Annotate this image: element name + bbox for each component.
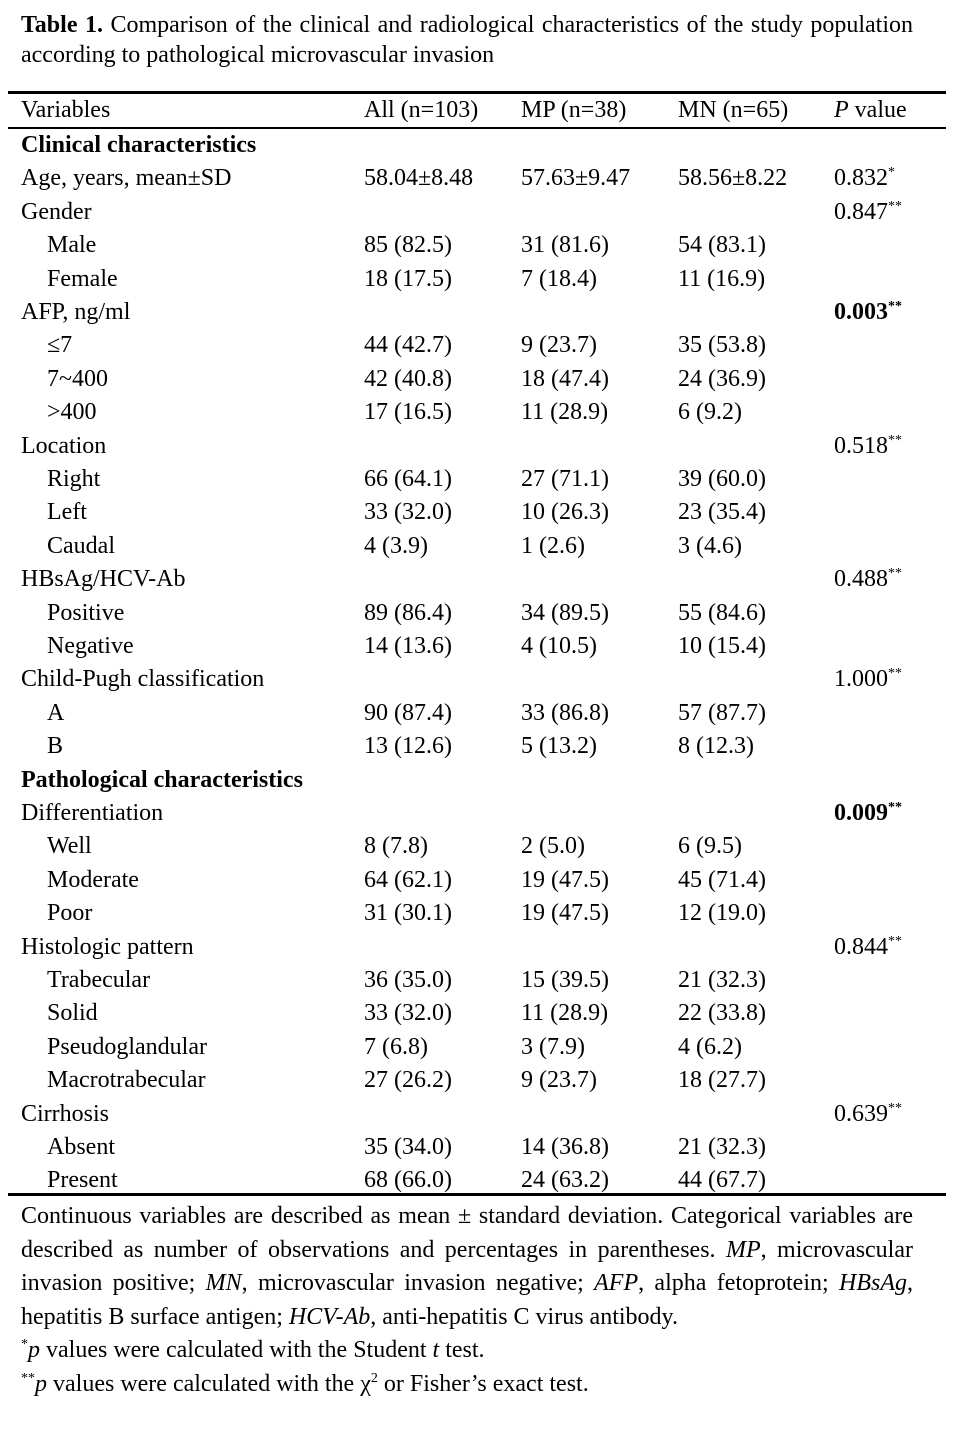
cell-mn: 23 (35.4) — [678, 499, 766, 526]
cell-mp: 15 (39.5) — [521, 967, 609, 993]
abbr-mn: MN — [205, 1270, 242, 1296]
cell-mn: 45 (71.4) — [678, 866, 766, 893]
variable-row — [0, 663, 978, 696]
category-row — [0, 864, 978, 897]
cell-mn: 35 (53.8) — [678, 332, 766, 359]
row-label: Cirrhosis — [21, 1100, 110, 1127]
section-heading-row — [0, 129, 978, 162]
table-title: Comparison of the clinical and radiological characteristics of the study population according to pathological microvascular invasion — [21, 12, 913, 68]
abbr-hcv: HCV-Ab — [288, 1303, 371, 1330]
category-row — [0, 897, 978, 930]
cell-all: 14 (13.6) — [364, 633, 452, 659]
cell-all: 36 (35.0) — [364, 967, 452, 993]
cell-p-value — [834, 797, 902, 830]
cell-all: 66 (64.1) — [364, 466, 452, 492]
def-mp: , microvascular invasion positive; — [21, 1236, 913, 1296]
header-mn: MN (n=65) — [678, 97, 789, 123]
header-mp: MP (n=38) — [521, 97, 627, 123]
p-value-number: 0.844 — [834, 933, 888, 960]
cell-all: 31 (30.1) — [364, 900, 452, 927]
cell-mn: 4 (6.2) — [678, 1033, 742, 1060]
cell-mp: 18 (47.4) — [521, 365, 609, 392]
cell-mp: 9 (23.7) — [521, 332, 597, 359]
cell-mn: 22 (33.8) — [678, 1000, 766, 1027]
p-value-number: 0.488 — [834, 566, 888, 593]
p-value-footnote-mark: ** — [888, 299, 902, 314]
row-label: Female — [47, 265, 118, 292]
row-label: Present — [47, 1167, 118, 1194]
row-label: Moderate — [47, 866, 139, 893]
cell-p-value — [834, 931, 902, 964]
cell-p-value — [834, 663, 902, 696]
footnote-mark-1: * — [21, 1337, 28, 1352]
abbreviation-note — [21, 1200, 913, 1334]
p-value-number: 0.518 — [834, 432, 888, 459]
cell-all: 33 (32.0) — [364, 499, 452, 526]
variable-row — [0, 296, 978, 329]
p-value-footnote-mark: ** — [888, 198, 902, 214]
cell-all: 4 (3.9) — [364, 532, 428, 559]
row-label: Histologic pattern — [21, 933, 194, 960]
cell-mn: 24 (36.9) — [678, 365, 766, 392]
category-row — [0, 329, 978, 362]
row-label: A — [47, 699, 65, 726]
section-heading: Pathological characteristics — [21, 766, 303, 793]
cell-mp: 14 (36.8) — [521, 1134, 609, 1160]
category-row — [0, 263, 978, 296]
p-value-footnote-mark: ** — [888, 933, 902, 949]
row-label: Pseudoglandular — [47, 1033, 207, 1060]
header-all: All (n=103) — [364, 97, 479, 123]
category-row — [0, 597, 978, 630]
row-label: B — [47, 733, 64, 760]
section-heading: Clinical characteristics — [21, 132, 257, 158]
footnote-p-2: p — [35, 1370, 47, 1397]
table-caption — [21, 10, 913, 70]
cell-mp: 2 (5.0) — [521, 833, 585, 860]
row-label: Left — [47, 499, 87, 526]
p-value-footnote-mark: * — [888, 165, 895, 181]
cell-mn: 18 (27.7) — [678, 1067, 766, 1094]
cell-all: 90 (87.4) — [364, 699, 452, 726]
header-variables: Variables — [21, 97, 111, 123]
abbr-mp: MP — [725, 1236, 761, 1263]
cell-mn: 21 (32.3) — [678, 967, 766, 993]
cell-all: 64 (62.1) — [364, 866, 452, 893]
category-row — [0, 530, 978, 563]
cell-mn: 21 (32.3) — [678, 1134, 766, 1160]
note-text: Continuous variables are described as mean ± standard deviation. Categorical variables are described as number of observations and percentages in parentheses. — [21, 1203, 913, 1263]
variable-row — [0, 162, 978, 195]
header-p-value — [834, 94, 907, 127]
row-label: Gender — [21, 198, 92, 225]
row-label: Male — [47, 232, 97, 259]
row-label: Differentiation — [21, 800, 164, 826]
p-value-number: 0.639 — [834, 1100, 888, 1127]
cell-p-value — [834, 430, 902, 463]
category-row — [0, 1031, 978, 1064]
p-value-number: 1.000 — [834, 666, 888, 693]
cell-mp: 19 (47.5) — [521, 866, 609, 893]
cell-p-value — [834, 563, 902, 596]
cell-mp: 5 (13.2) — [521, 733, 597, 760]
row-label: Solid — [47, 1000, 98, 1027]
cell-mp: 31 (81.6) — [521, 232, 609, 259]
header-p-rest: value — [848, 97, 907, 123]
cell-mn: 8 (12.3) — [678, 733, 754, 760]
row-label: Child-Pugh classification — [21, 666, 265, 693]
category-row — [0, 997, 978, 1030]
footnote-text-1a: values were calculated with the Student — [40, 1337, 433, 1363]
category-row — [0, 730, 978, 763]
section-heading-row — [0, 764, 978, 797]
cell-mn: 6 (9.5) — [678, 833, 742, 860]
footnote-p-1: p — [28, 1337, 40, 1363]
cell-mn: 12 (19.0) — [678, 900, 766, 927]
cell-all: 17 (16.5) — [364, 399, 452, 426]
variable-row — [0, 430, 978, 463]
variable-row — [0, 196, 978, 229]
cell-mp: 24 (63.2) — [521, 1167, 609, 1194]
cell-all: 89 (86.4) — [364, 599, 452, 626]
bottom-rule — [8, 1193, 946, 1196]
row-label: Positive — [47, 599, 125, 626]
cell-mn: 10 (15.4) — [678, 633, 766, 659]
cell-p-value — [834, 1098, 902, 1131]
footnote-text-2b: or Fisher’s exact test. — [377, 1370, 589, 1397]
p-value-number: 0.847 — [834, 198, 888, 225]
def-hcv: , anti-hepatitis C virus antibody. — [370, 1303, 678, 1330]
row-label: Well — [47, 833, 92, 860]
p-value-number: 0.009 — [834, 800, 888, 826]
cell-all: 27 (26.2) — [364, 1067, 452, 1094]
footnote-chi-square — [21, 1368, 913, 1402]
cell-mp: 3 (7.9) — [521, 1033, 585, 1060]
cell-mn: 58.56±8.22 — [678, 165, 788, 192]
cell-all: 33 (32.0) — [364, 1000, 452, 1027]
table-label: Table 1. — [21, 12, 103, 38]
cell-mn: 44 (67.7) — [678, 1167, 766, 1194]
cell-all: 13 (12.6) — [364, 733, 452, 760]
cell-mn: 57 (87.7) — [678, 699, 766, 726]
cell-p-value — [834, 296, 902, 329]
cell-mp: 4 (10.5) — [521, 633, 597, 659]
category-row — [0, 496, 978, 529]
row-label: Negative — [47, 633, 134, 659]
category-row — [0, 697, 978, 730]
cell-all: 85 (82.5) — [364, 232, 452, 259]
cell-mn: 11 (16.9) — [678, 265, 766, 292]
row-label: HBsAg/HCV-Ab — [21, 566, 186, 593]
abbr-hbsag: HBsAg — [839, 1270, 907, 1296]
cell-mp: 11 (28.9) — [521, 1000, 609, 1027]
cell-all: 8 (7.8) — [364, 833, 428, 860]
p-value-footnote-mark: ** — [888, 1100, 902, 1116]
cell-mn: 6 (9.2) — [678, 399, 742, 426]
def-mn: , microvascular invasion negative; — [241, 1270, 595, 1296]
variable-row — [0, 563, 978, 596]
cell-mp: 7 (18.4) — [521, 265, 597, 292]
abbr-afp: AFP — [594, 1270, 639, 1296]
p-value-footnote-mark: ** — [888, 432, 902, 448]
p-value-footnote-mark: ** — [888, 800, 902, 815]
footnote-t: t — [432, 1337, 440, 1363]
category-row — [0, 1064, 978, 1097]
cell-all: 18 (17.5) — [364, 265, 452, 292]
cell-mp: 57.63±9.47 — [521, 165, 631, 192]
category-row — [0, 229, 978, 262]
category-row — [0, 630, 978, 663]
row-label: Location — [21, 432, 107, 459]
cell-all: 7 (6.8) — [364, 1033, 428, 1060]
category-row — [0, 964, 978, 997]
variable-row — [0, 1098, 978, 1131]
row-label: Trabecular — [47, 967, 151, 993]
row-label: Right — [47, 466, 101, 492]
cell-mn: 55 (84.6) — [678, 599, 766, 626]
header-p-letter: P — [834, 97, 849, 123]
row-label: 7~400 — [47, 365, 108, 392]
cell-p-value — [834, 162, 895, 195]
cell-all: 44 (42.7) — [364, 332, 452, 359]
cell-mn: 39 (60.0) — [678, 466, 766, 492]
footnote-text-2a: values were calculated with the χ — [47, 1370, 371, 1397]
cell-mp: 9 (23.7) — [521, 1067, 597, 1094]
row-label: >400 — [47, 399, 97, 426]
category-row — [0, 1131, 978, 1164]
category-row — [0, 463, 978, 496]
footnote-student-t — [21, 1334, 913, 1368]
row-label: Absent — [47, 1134, 115, 1160]
p-value-number: 0.003 — [834, 299, 888, 325]
row-label: ≤7 — [47, 332, 73, 359]
category-row — [0, 396, 978, 429]
table-notes — [21, 1200, 913, 1401]
footnote-mark-2: ** — [21, 1370, 35, 1386]
p-value-footnote-mark: ** — [888, 566, 902, 582]
p-value-number: 0.832 — [834, 165, 888, 192]
def-hbsag: , hepatitis B surface antigen; — [21, 1270, 913, 1330]
cell-mn: 54 (83.1) — [678, 232, 766, 259]
category-row — [0, 363, 978, 396]
row-label: Caudal — [47, 532, 115, 559]
cell-mp: 1 (2.6) — [521, 532, 585, 559]
cell-mp: 27 (71.1) — [521, 466, 609, 492]
chi-square-exponent: 2 — [370, 1370, 378, 1386]
cell-mp: 11 (28.9) — [521, 399, 609, 426]
variable-row — [0, 931, 978, 964]
row-label: Age, years, mean±SD — [21, 165, 232, 192]
cell-all: 42 (40.8) — [364, 365, 452, 392]
category-row — [0, 830, 978, 863]
cell-mp: 34 (89.5) — [521, 599, 609, 626]
cell-p-value — [834, 196, 902, 229]
cell-mp: 33 (86.8) — [521, 699, 609, 726]
cell-all: 58.04±8.48 — [364, 165, 474, 192]
cell-mp: 19 (47.5) — [521, 900, 609, 927]
row-label: AFP, ng/ml — [21, 299, 131, 325]
header-row — [0, 94, 978, 127]
cell-mn: 3 (4.6) — [678, 532, 742, 559]
cell-all: 68 (66.0) — [364, 1167, 452, 1194]
def-afp: , alpha fetoprotein; — [638, 1270, 839, 1296]
row-label: Poor — [47, 900, 93, 927]
cell-mp: 10 (26.3) — [521, 499, 609, 526]
cell-all: 35 (34.0) — [364, 1134, 452, 1160]
p-value-footnote-mark: ** — [888, 666, 902, 682]
footnote-text-1b: test. — [439, 1337, 485, 1363]
variable-row — [0, 797, 978, 830]
row-label: Macrotrabecular — [47, 1067, 206, 1094]
